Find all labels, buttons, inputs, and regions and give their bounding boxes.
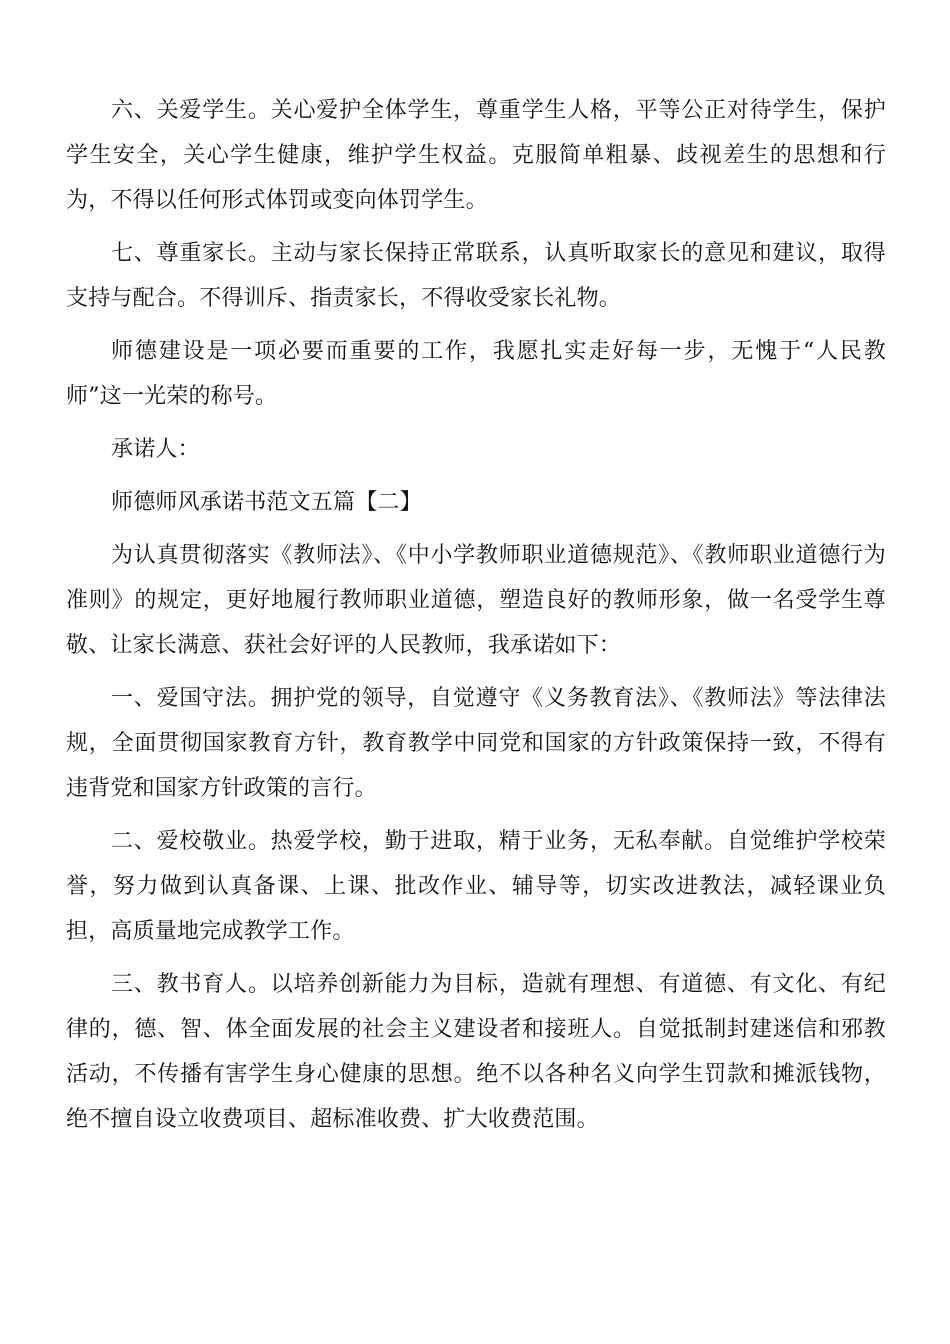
paragraph-dedication: 二、爱校敬业。热爱学校，勤于进取，精于业务，无私奉献。自觉维护学校荣誉，努力做到认真备课、上课、批改作业、辅导等，切实改进教法，减轻课业负担，高质量地完成教学工作。 <box>66 829 886 944</box>
paragraph-signatory: 承诺人： <box>111 437 200 462</box>
paragraph-ethics-closing: 师德建设是一项必要而重要的工作，我愿扎实走好每一步，无愧于“人民教师”这一光荣的称号。 <box>66 339 886 409</box>
paragraph-intro: 为认真贯彻落实《教师法》、《中小学教师职业道德规范》、《教师职业道德行为准则》的规定，更好地履行教师职业道德，塑造良好的教师形象，做一名受学生尊敬、让家长满意、获社会好评的人民教师，我承诺如下： <box>66 543 886 658</box>
section-heading-two: 师德师风承诺书范文五篇【二】 <box>111 490 422 515</box>
paragraph-patriotism: 一、爱国守法。拥护党的领导，自觉遵守《义务教育法》、《教师法》等法律法规，全面贯彻国家教育方针，教育教学中同党和国家的方针政策保持一致，不得有违背党和国家方针政策的言行。 <box>66 686 886 801</box>
document-page <box>66 88 886 1142</box>
paragraph-respect-parents: 七、尊重家长。主动与家长保持正常联系，认真听取家长的意见和建议，取得支持与配合。不得训斥、指责家长，不得收受家长礼物。 <box>66 241 886 311</box>
paragraph-care-students: 六、关爱学生。关心爱护全体学生，尊重学生人格，平等公正对待学生，保护学生安全，关心学生健康，维护学生权益。克服简单粗暴、歧视差生的思想和行为，不得以任何形式体罚或变向体罚学生。 <box>66 98 886 213</box>
paragraph-educating: 三、教书育人。以培养创新能力为目标，造就有理想、有道德、有文化、有纪律的，德、智、体全面发展的社会主义建设者和接班人。自觉抵制封建迷信和邪教活动，不传播有害学生身心健康的思想。绝不以各种名义向学生罚款和摊派钱物，绝不擅自设立收费项目、超标准收费、扩大收费范围。 <box>66 972 886 1132</box>
